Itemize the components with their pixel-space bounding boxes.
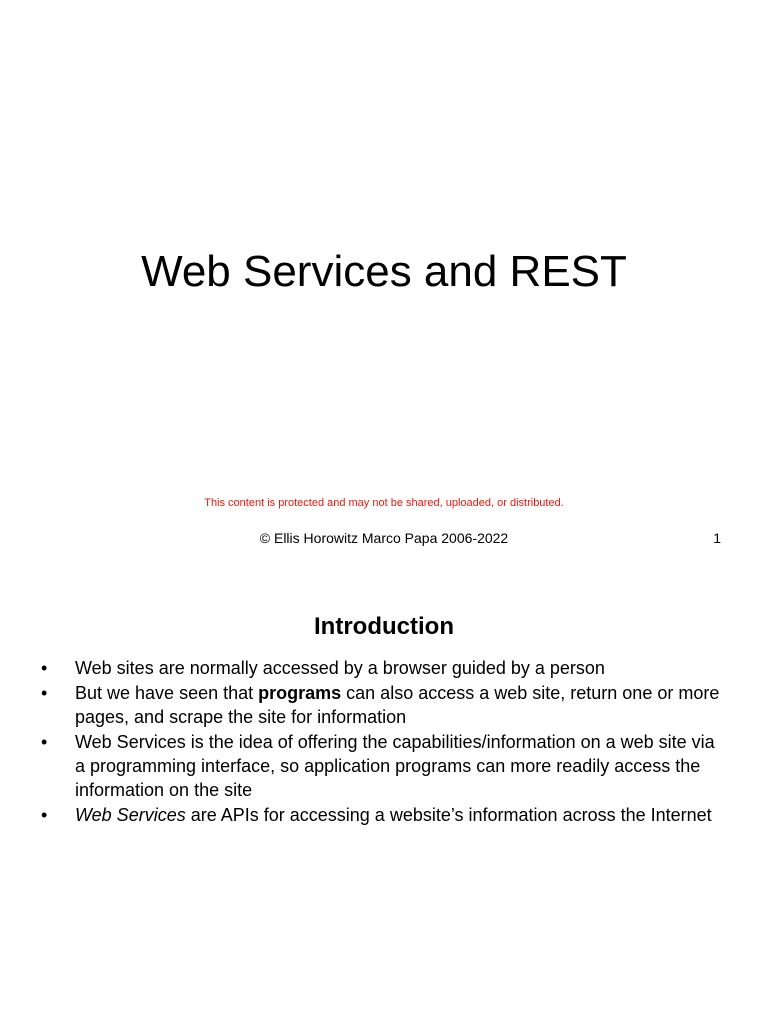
copyright-text: © Ellis Horowitz Marco Papa 2006-2022 xyxy=(259,530,509,546)
bullet-text-italic: Web Services xyxy=(75,805,186,825)
bullet-marker: • xyxy=(41,732,48,752)
slide-title: Web Services and REST xyxy=(141,247,627,296)
bullet-text-before: But we have seen that xyxy=(75,683,259,703)
copyright-notice: This content is protected and may not be shared, uploaded, or distributed. xyxy=(204,497,564,509)
list-item xyxy=(0,730,768,802)
introduction-slide xyxy=(0,560,768,1024)
bullet-marker: • xyxy=(41,683,48,703)
bullet-text-bold: programs xyxy=(258,683,342,703)
bullet-marker: • xyxy=(41,658,48,678)
slide-heading: Introduction xyxy=(314,613,454,640)
list-item xyxy=(0,656,768,680)
bullet-text: Web Services is the idea of offering the capabilities/information on a web site via a programming interface, so application programs can more readily access the information on the site xyxy=(75,732,715,800)
bullet-text: Web sites are normally accessed by a browser guided by a person xyxy=(75,658,605,678)
list-item xyxy=(0,681,768,729)
bullet-list xyxy=(0,656,768,828)
bullet-marker: • xyxy=(41,805,48,825)
bullet-text-after: can also access a web site, return one or more pages, and scrape the site for information xyxy=(75,683,720,727)
list-item xyxy=(0,803,768,827)
page-number: 1 xyxy=(713,530,721,546)
bullet-text-after: are APIs for accessing a website’s information across the Internet xyxy=(185,805,712,825)
